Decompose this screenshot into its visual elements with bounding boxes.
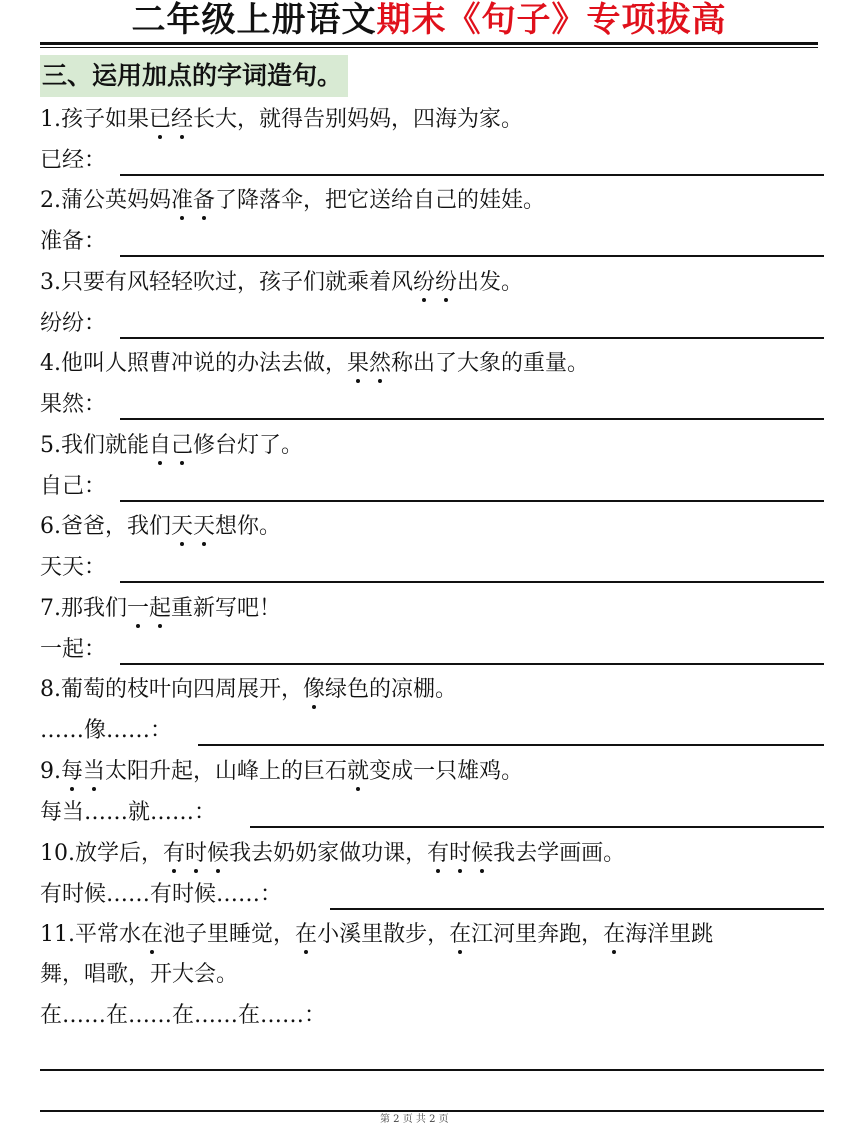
answer-blank-line[interactable] (330, 908, 824, 910)
question-sentence (40, 268, 523, 298)
sentence-text: 绿色的凉棚。 (325, 677, 458, 702)
emphasized-character: 当 (83, 757, 105, 787)
sentence-text: 了降落伞，把它送给自己的娃娃。 (215, 188, 546, 213)
answer-label: 准备： (40, 229, 107, 254)
emphasized-character: 纷 (413, 268, 435, 298)
sentence-text: 我去奶奶家做功课， (229, 841, 428, 866)
answer-blank-line[interactable] (40, 1069, 824, 1071)
emphasized-character: 准 (171, 186, 193, 216)
answer-blank-line[interactable] (120, 663, 824, 665)
emphasized-character: 时 (185, 839, 207, 869)
answer-label: 在……在……在……在……： (40, 1003, 327, 1028)
question-sentence (40, 594, 281, 624)
sentence-text: 放学后， (75, 841, 164, 866)
question-number: 2. (40, 188, 61, 213)
title-underline-thin (40, 47, 818, 48)
answer-blank-line[interactable] (120, 581, 824, 583)
sentence-text: 那我们 (61, 596, 128, 621)
question-number: 10. (40, 841, 75, 866)
sentence-text: 只要有风轻轻吹过，孩子们就乘着风 (61, 270, 414, 295)
emphasized-character: 候 (471, 839, 493, 869)
answer-label: 一起： (40, 637, 107, 662)
question-number: 9. (40, 759, 61, 784)
emphasized-character: 自 (149, 431, 171, 461)
answer-blank-line[interactable] (120, 418, 824, 420)
emphasized-character: 在 (449, 920, 471, 950)
sentence-text: 想你。 (215, 514, 282, 539)
emphasized-character: 每 (61, 757, 83, 787)
answer-label: ……像……： (40, 718, 173, 743)
question-sentence (40, 920, 713, 950)
question-number: 1. (40, 107, 61, 132)
sentence-text: 出发。 (457, 270, 524, 295)
sentence-text: 变成一只雄鸡。 (369, 759, 524, 784)
question-sentence (40, 105, 523, 135)
answer-blank-line[interactable] (198, 744, 824, 746)
emphasized-character: 在 (295, 920, 317, 950)
answer-label: 天天： (40, 555, 107, 580)
emphasized-character: 备 (193, 186, 215, 216)
question-number: 8. (40, 677, 61, 702)
answer-label: 已经： (40, 148, 107, 173)
sentence-text: 长大，就得告别妈妈，四海为家。 (193, 107, 524, 132)
emphasized-character: 候 (207, 839, 229, 869)
question-sentence (40, 431, 303, 461)
page-number: 第 2 页 共 2 页 (380, 1114, 449, 1125)
question-sentence (40, 186, 545, 216)
sentence-text: 太阳升起，山峰上的巨石 (105, 759, 348, 784)
question-number: 6. (40, 514, 61, 539)
emphasized-character: 己 (171, 431, 193, 461)
sentence-text: 重新写吧！ (171, 596, 282, 621)
emphasized-character: 有 (163, 839, 185, 869)
question-number: 7. (40, 596, 61, 621)
emphasized-character: 经 (171, 105, 193, 135)
sentence-text: 孩子如果 (61, 107, 150, 132)
sentence-text: 小溪里散步， (317, 922, 450, 947)
answer-label: 每当……就……： (40, 800, 217, 825)
emphasized-character: 然 (369, 349, 391, 379)
question-number: 11. (40, 922, 75, 947)
emphasized-character: 时 (449, 839, 471, 869)
sentence-text: 我们就能 (61, 433, 150, 458)
answer-label: 有时候……有时候……： (40, 882, 283, 907)
answer-blank-line[interactable] (40, 1110, 824, 1112)
emphasized-character: 已 (149, 105, 171, 135)
question-sentence (40, 757, 523, 787)
question-number: 4. (40, 351, 61, 376)
emphasized-character: 天 (171, 512, 193, 542)
question-sentence (40, 512, 281, 542)
page-title-topic: 期末《句子》专项拔高 (376, 0, 727, 40)
sentence-text: 池子里睡觉， (163, 922, 296, 947)
answer-label: 自己： (40, 474, 107, 499)
emphasized-character: 有 (427, 839, 449, 869)
emphasized-character: 一 (127, 594, 149, 624)
question-sentence (40, 349, 589, 379)
sentence-text: 我去学画画。 (493, 841, 626, 866)
emphasized-character: 就 (347, 757, 369, 787)
sentence-text: 葡萄的枝叶向四周展开， (61, 677, 304, 702)
sentence-text: 江河里奔跑， (471, 922, 604, 947)
emphasized-character: 起 (149, 594, 171, 624)
emphasized-character: 纷 (435, 268, 457, 298)
sentence-text: 他叫人照曹冲说的办法去做， (61, 351, 348, 376)
emphasized-character: 在 (603, 920, 625, 950)
question-sentence-continuation: 舞，唱歌，开大会。 (40, 962, 239, 987)
question-number: 5. (40, 433, 61, 458)
answer-blank-line[interactable] (120, 174, 824, 176)
sentence-text: 海洋里跳 (625, 922, 714, 947)
answer-blank-line[interactable] (120, 500, 824, 502)
emphasized-character: 天 (193, 512, 215, 542)
sentence-text: 修台灯了。 (193, 433, 304, 458)
answer-label: 果然： (40, 392, 107, 417)
answer-blank-line[interactable] (120, 255, 824, 257)
answer-label: 纷纷： (40, 311, 107, 336)
page-title-grade: 二年级上册语文 (131, 0, 377, 40)
question-sentence (40, 839, 625, 869)
title-underline-thick (40, 42, 818, 45)
question-sentence (40, 675, 457, 705)
page-title (40, 0, 818, 40)
sentence-text: 蒲公英妈妈 (61, 188, 172, 213)
sentence-text: 爸爸，我们 (61, 514, 172, 539)
answer-blank-line[interactable] (120, 337, 824, 339)
emphasized-character: 在 (141, 920, 163, 950)
answer-blank-line[interactable] (250, 826, 824, 828)
section-heading: 三、运用加点的字词造句。 (40, 55, 348, 97)
emphasized-character: 像 (303, 675, 325, 705)
question-number: 3. (40, 270, 61, 295)
emphasized-character: 果 (347, 349, 369, 379)
sentence-text: 称出了大象的重量。 (391, 351, 590, 376)
sentence-text: 平常水 (75, 922, 142, 947)
